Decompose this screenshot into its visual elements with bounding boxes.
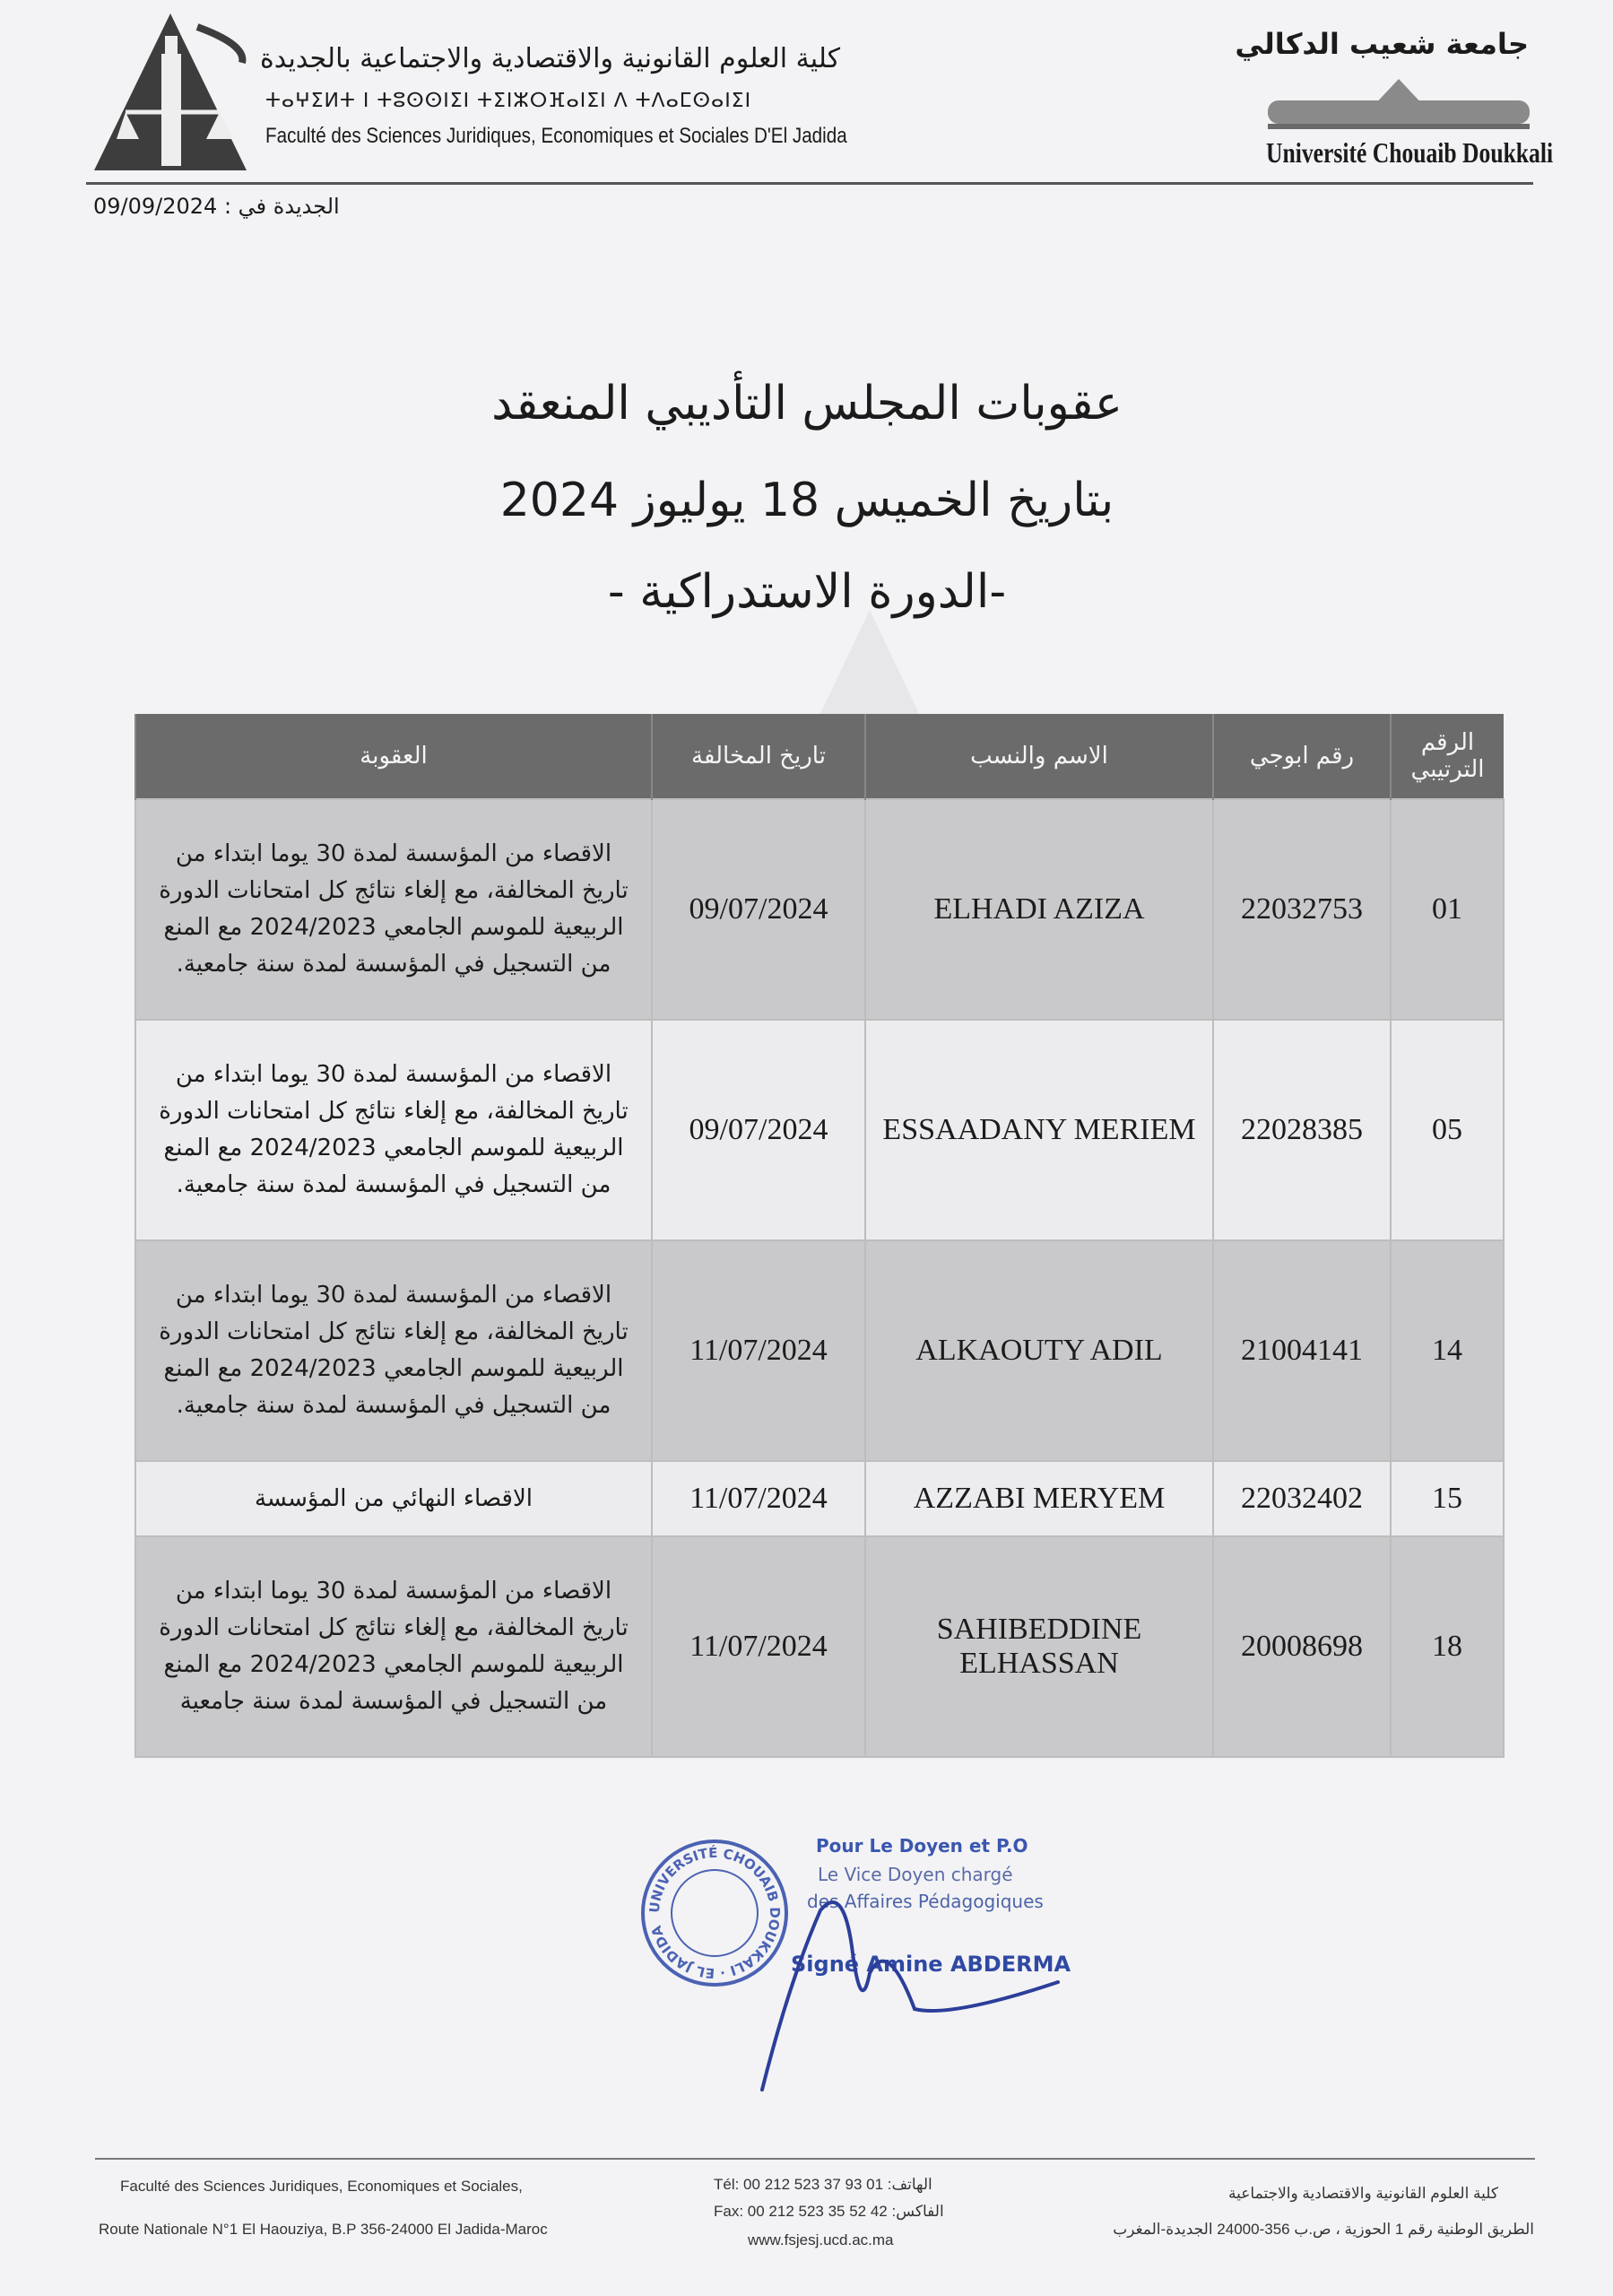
cell-date: 09/07/2024	[652, 1020, 865, 1240]
university-name-french: Université Chouaib Doukkali	[1266, 136, 1554, 169]
faculty-logo-icon	[90, 9, 251, 179]
cell-apogee: 21004141	[1213, 1240, 1391, 1461]
table-row	[135, 799, 1504, 1020]
cell-penalty: الاقصاء من المؤسسة لمدة 30 يوما ابتداء من تاريخ المخالفة، مع إلغاء نتائج كل امتحانات الدورة الربيعية للموسم الجامعي 2024/2023 مع المنع من التسجيل في المؤسسة لمدة سنة جامعية.	[135, 1240, 652, 1461]
signature-line3: des Affaires Pédagogiques	[807, 1891, 1044, 1912]
cell-penalty: الاقصاء من المؤسسة لمدة 30 يوما ابتداء من تاريخ المخالفة، مع إلغاء نتائج كل امتحانات الدورة الربيعية للموسم الجامعي 2024/2023 مع المنع من التسجيل في المؤسسة لمدة سنة جامعية	[135, 1536, 652, 1757]
faculty-name-arabic: كلية العلوم القانونية والاقتصادية والاجتماعية بالجديدة	[260, 43, 840, 74]
issue-date: الجديدة في : 09/09/2024	[93, 194, 340, 219]
footer-address-french: Route Nationale N°1 El Haouziya, B.P 356-24000 El Jadida-Maroc	[99, 2221, 548, 2238]
document-title-line3: -الدورة الاستدراكية -	[607, 565, 1007, 619]
stamp-text: UNIVERSITÉ CHOUAIB DOUKKALI · EL JADIDA	[646, 1844, 784, 1982]
cell-name: ELHADI AZIZA	[865, 799, 1213, 1020]
footer-faculty-arabic: كلية العلوم القانونية والاقتصادية والاجتماعية	[1228, 2185, 1498, 2202]
cell-name: ESSAADANY MERIEM	[865, 1020, 1213, 1240]
document-title-line1: عقوبات المجلس التأديبي المنعقد	[491, 377, 1123, 430]
sanctions-table	[134, 714, 1505, 1758]
cell-number: 14	[1391, 1240, 1504, 1461]
cell-penalty: الاقصاء من المؤسسة لمدة 30 يوما ابتداء من تاريخ المخالفة، مع إلغاء نتائج كل امتحانات الدورة الربيعية للموسم الجامعي 2024/2023 مع المنع من التسجيل في المؤسسة لمدة سنة جامعية.	[135, 799, 652, 1020]
footer-address-arabic: الطريق الوطنية رقم 1 الحوزية ، ص.ب 356-24000 الجديدة-المغرب	[1113, 2221, 1534, 2238]
footer-faculty-french: Faculté des Sciences Juridiques, Economiques et Sociales,	[120, 2178, 523, 2195]
header-penalty: العقوبة	[135, 714, 652, 799]
faculty-name-tifinagh: ⵜⴰⵖⵉⵍⵜ ⵏ ⵜⵓⵙⵙⵏⵉⵏ ⵜⵉⵏⵣⵔⴼⴰⵏⵉⵏ ⴷ ⵜⴷⴰⵎⵙⴰⵏⵉⵏ	[265, 90, 752, 112]
cell-penalty: الاقصاء النهائي من المؤسسة	[135, 1461, 652, 1536]
cell-name: ALKAOUTY ADIL	[865, 1240, 1213, 1461]
table-row	[135, 1461, 1504, 1536]
cell-date: 11/07/2024	[652, 1536, 865, 1757]
university-name-arabic: جامعة شعيب الدكالي	[1235, 27, 1529, 61]
footer-fax: Fax: 00 212 523 35 52 42 :الفاكس	[714, 2203, 944, 2220]
cell-date: 11/07/2024	[652, 1461, 865, 1536]
footer-website: www.fsjesj.ucd.ac.ma	[748, 2231, 894, 2248]
cell-number: 01	[1391, 799, 1504, 1020]
cell-penalty: الاقصاء من المؤسسة لمدة 30 يوما ابتداء من تاريخ المخالفة، مع إلغاء نتائج كل امتحانات الدورة الربيعية للموسم الجامعي 2024/2023 مع المنع من التسجيل في المؤسسة لمدة سنة جامعية.	[135, 1020, 652, 1240]
cell-date: 11/07/2024	[652, 1240, 865, 1461]
header-number: الرقم الترتيبي	[1391, 714, 1504, 799]
header-date: تاريخ المخالفة	[652, 714, 865, 799]
cell-number: 15	[1391, 1461, 1504, 1536]
table-row	[135, 1536, 1504, 1757]
signatory-name: Signé Amine ABDERMA	[791, 1952, 1071, 1977]
cell-apogee: 22032753	[1213, 799, 1391, 1020]
signature-line2: Le Vice Doyen chargé	[818, 1864, 1013, 1885]
header-divider	[86, 182, 1533, 185]
document-title-line2: بتاريخ الخميس 18 يوليوز 2024	[499, 474, 1114, 527]
header-apogee: رقم ابوجي	[1213, 714, 1391, 799]
table-row	[135, 1020, 1504, 1240]
university-logo-icon	[1264, 72, 1533, 135]
handwritten-signature-icon	[735, 1874, 1076, 2099]
cell-apogee: 20008698	[1213, 1536, 1391, 1757]
faculty-name-french: Faculté des Sciences Juridiques, Economiques et Sociales D'El Jadida	[265, 124, 847, 148]
cell-date: 09/07/2024	[652, 799, 865, 1020]
footer-divider	[95, 2158, 1535, 2160]
cell-apogee: 22028385	[1213, 1020, 1391, 1240]
header-name: الاسم والنسب	[865, 714, 1213, 799]
cell-name: SAHIBEDDINE ELHASSAN	[865, 1536, 1213, 1757]
cell-name: AZZABI MERYEM	[865, 1461, 1213, 1536]
footer-telephone: Tél: 00 212 523 37 93 01 :الهاتف	[714, 2176, 932, 2193]
table-row	[135, 1240, 1504, 1461]
cell-apogee: 22032402	[1213, 1461, 1391, 1536]
signature-line1: Pour Le Doyen et P.O	[816, 1835, 1028, 1857]
cell-number: 05	[1391, 1020, 1504, 1240]
cell-number: 18	[1391, 1536, 1504, 1757]
table-header-row	[135, 714, 1504, 799]
